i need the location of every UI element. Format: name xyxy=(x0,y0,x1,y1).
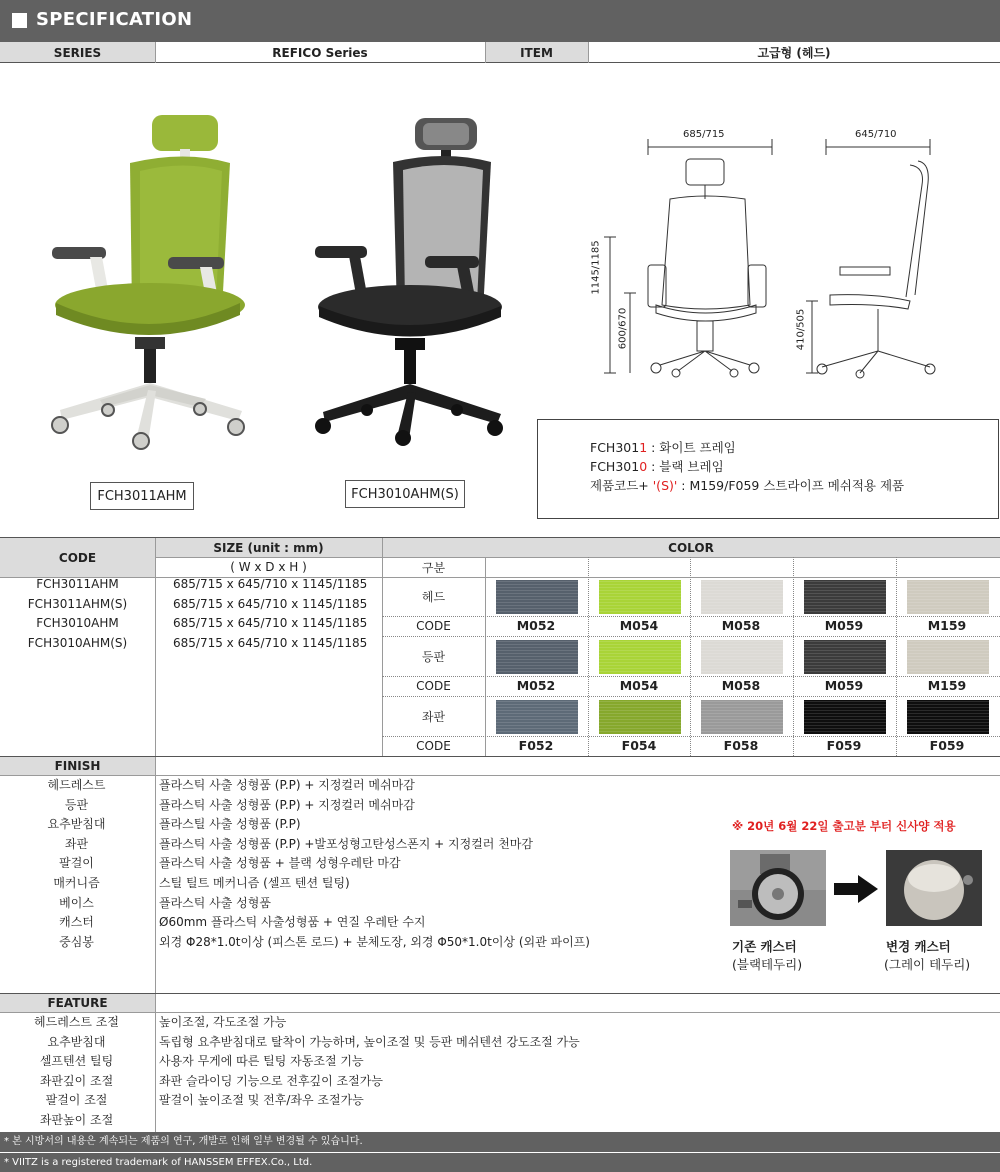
color-swatch xyxy=(496,700,578,734)
finish-label: 베이스 xyxy=(59,895,94,910)
color-code: M159 xyxy=(927,678,967,693)
color-header: COLOR xyxy=(382,538,1000,557)
divider xyxy=(793,557,794,756)
color-row-label-back: 등판 xyxy=(421,649,446,664)
seat-height-front-dim: 600/670 xyxy=(617,307,629,350)
black-frame-chair-image xyxy=(305,112,515,447)
series-value: REFICO Series xyxy=(272,45,368,60)
color-swatch xyxy=(804,640,886,674)
finish-value: 플라스틱 사출 성형품 (P.P) + 지정컬러 메쉬마감 xyxy=(159,778,415,792)
finish-value: 플라스틱 사출 성형품 (P.P) + 지정컬러 메쉬마감 xyxy=(159,797,415,812)
side-depth-dim: 645/710 xyxy=(855,129,897,140)
finish-value: 스틸 틸트 메커니즘 (셀프 텐션 틸팅) xyxy=(159,876,350,890)
feature-label: 셀프텐션 틸팅 xyxy=(39,1054,114,1069)
product-label-black: FCH3010AHM(S) xyxy=(345,480,465,508)
divider xyxy=(485,557,486,756)
divider xyxy=(0,62,1000,63)
color-swatch xyxy=(701,700,783,734)
finish-value: Ø60mm 플라스틱 사출성형품 + 연질 우레탄 수지 xyxy=(159,915,426,930)
color-code: M059 xyxy=(824,618,864,633)
color-swatch xyxy=(701,580,783,614)
feature-label: 좌판높이 조절 xyxy=(39,1113,114,1127)
code-item: FCH3010AHM(S) xyxy=(27,635,128,650)
caster-change-notice: ※ 20년 6월 22일 출고분 부터 신사양 적용 xyxy=(732,819,956,833)
finish-label: 매커니즘 xyxy=(53,876,100,890)
divider xyxy=(382,736,1000,737)
color-row-code-label: CODE xyxy=(416,619,451,633)
finish-label: 헤드레스트 xyxy=(47,778,106,792)
color-swatch xyxy=(804,700,886,734)
color-swatch xyxy=(599,640,681,674)
color-swatch xyxy=(804,580,886,614)
divider xyxy=(155,538,156,756)
product-code-note xyxy=(537,419,999,519)
new-caster-sub: (그레이 테두리) xyxy=(884,957,971,972)
color-row-code-label: CODE xyxy=(416,679,451,693)
old-caster-image xyxy=(730,850,826,926)
color-code: M054 xyxy=(619,618,659,633)
feature-value: 사용자 무게에 따른 틸팅 자동조절 기능 xyxy=(159,1054,364,1069)
note-line-2: FCH3010 : 블랙 브레임 xyxy=(590,459,724,474)
feature-value: 팔걸이 높이조절 및 전후/좌우 조절가능 xyxy=(159,1093,364,1108)
feature-value: 좌판 슬라이딩 기능으로 전후깊이 조절가능 xyxy=(159,1073,383,1088)
spec-header-bar xyxy=(0,0,1000,42)
code-list xyxy=(0,577,155,655)
color-code: F052 xyxy=(518,738,554,753)
color-row-label-seat: 좌판 xyxy=(421,709,446,724)
color-code: M159 xyxy=(927,618,967,633)
feature-value: 높이조절, 각도조절 가능 xyxy=(159,1015,287,1029)
color-subheader: 구분 xyxy=(421,560,446,575)
item-value: 고급형 (헤드) xyxy=(757,46,831,60)
color-code: M058 xyxy=(721,678,761,693)
dimension-drawing xyxy=(590,125,990,380)
size-subheader: ( W x D x H ) xyxy=(230,560,307,574)
color-swatch xyxy=(907,580,989,614)
arrow-right-icon xyxy=(834,875,878,903)
page-title: SPECIFICATION xyxy=(36,9,193,30)
finish-value: 플라스틱 사출 성형품 + 블랙 성형우레탄 마감 xyxy=(159,856,401,871)
series-label: SERIES xyxy=(0,42,155,63)
divider xyxy=(896,557,897,756)
feature-value: 독립형 요추받침대로 탈착이 가능하며, 높이조절 및 등판 메쉬텐션 강도조절 가능 xyxy=(159,1034,580,1049)
old-caster-title: 기존 캐스터 xyxy=(732,939,797,954)
size-item: 685/715 x 645/710 x 1145/1185 xyxy=(173,577,368,591)
new-caster-title: 변경 캐스터 xyxy=(886,939,951,954)
color-code: F059 xyxy=(826,738,862,753)
new-caster-image xyxy=(886,850,982,926)
note-line-3: 제품코드+ '(S)' : M159/F059 스트라이프 메쉬적용 제품 xyxy=(590,478,905,493)
color-swatch xyxy=(907,640,989,674)
divider xyxy=(588,557,589,756)
size-item: 685/715 x 645/710 x 1145/1185 xyxy=(173,596,368,611)
color-row-code-label: CODE xyxy=(416,739,451,753)
square-bullet-icon xyxy=(12,13,27,28)
color-swatch xyxy=(599,580,681,614)
code-item: FCH3010AHM xyxy=(36,616,119,630)
finish-label: 팔걸이 xyxy=(59,856,94,871)
color-row-label-head: 헤드 xyxy=(421,590,446,604)
color-code: M052 xyxy=(516,618,556,633)
color-code: F059 xyxy=(929,738,965,753)
code-header: CODE xyxy=(0,538,155,577)
old-caster-sub: (블랙테두리) xyxy=(732,957,803,972)
color-swatch xyxy=(907,700,989,734)
color-swatch xyxy=(701,640,783,674)
white-frame-chair-image xyxy=(40,105,260,450)
color-swatch xyxy=(496,580,578,614)
divider xyxy=(690,557,691,756)
color-code: F058 xyxy=(723,738,759,753)
feature-label: 헤드레스트 조절 xyxy=(34,1015,119,1029)
divider xyxy=(588,42,589,63)
finish-label: 중심봉 xyxy=(59,934,94,949)
finish-header: FINISH xyxy=(0,757,155,775)
divider xyxy=(485,42,486,63)
note-line-1: FCH3011 : 화이트 프레임 xyxy=(590,440,736,455)
seat-height-side-dim: 410/505 xyxy=(795,308,807,351)
item-label: ITEM xyxy=(485,42,588,63)
divider xyxy=(155,557,1000,558)
feature-label: 팔걸이 조절 xyxy=(45,1093,108,1108)
finish-value: 플라스틸 사출 성형품 (P.P) xyxy=(159,817,301,832)
color-swatch xyxy=(496,640,578,674)
finish-value: 플라스틱 사출 성형품 (P.P) +발포성형고탄성스폰지 + 지정컬러 천마감 xyxy=(159,836,533,851)
size-item: 685/715 x 645/710 x 1145/1185 xyxy=(173,616,368,630)
finish-value: 외경 Φ28*1.0t이상 (피스톤 로드) + 분체도장, 외경 Φ50*1.0t이상 (외관 파이프) xyxy=(159,934,590,949)
color-code: M052 xyxy=(516,678,556,693)
feature-label: 좌판깊이 조절 xyxy=(39,1073,114,1088)
front-width-dim: 685/715 xyxy=(683,129,725,140)
color-code: M058 xyxy=(721,618,761,633)
finish-value: 플라스틱 사출 성형품 xyxy=(159,895,271,910)
size-list xyxy=(173,577,378,655)
footer-trademark: * VIITZ is a registered trademark of HANSSEM EFFEX.Co., Ltd. xyxy=(0,1153,1000,1172)
color-code: M054 xyxy=(619,678,659,693)
divider xyxy=(155,42,156,63)
feature-label: 요추받침대 xyxy=(47,1034,106,1049)
finish-label: 좌판 xyxy=(64,836,89,851)
divider xyxy=(155,757,156,993)
divider xyxy=(382,616,1000,617)
code-item: FCH3011AHM xyxy=(36,577,119,591)
feature-header: FEATURE xyxy=(0,994,155,1012)
finish-label: 요추받침대 xyxy=(47,817,106,832)
footer-disclaimer: * 본 시방서의 내용은 계속되는 제품의 연구, 개발로 인해 일부 변경될 수 있습니다. xyxy=(0,1132,1000,1152)
code-item: FCH3011AHM(S) xyxy=(27,596,128,611)
color-swatch xyxy=(599,700,681,734)
color-code: F054 xyxy=(621,738,657,753)
divider xyxy=(382,676,1000,677)
color-code: M059 xyxy=(824,678,864,693)
size-item: 685/715 x 645/710 x 1145/1185 xyxy=(173,635,368,650)
finish-label: 등판 xyxy=(64,797,89,812)
divider xyxy=(155,994,156,1132)
product-label-white: FCH3011AHM xyxy=(90,482,194,510)
size-header: SIZE (unit : mm) xyxy=(155,538,382,557)
finish-label: 캐스터 xyxy=(59,915,94,930)
total-height-dim: 1145/1185 xyxy=(590,240,602,295)
